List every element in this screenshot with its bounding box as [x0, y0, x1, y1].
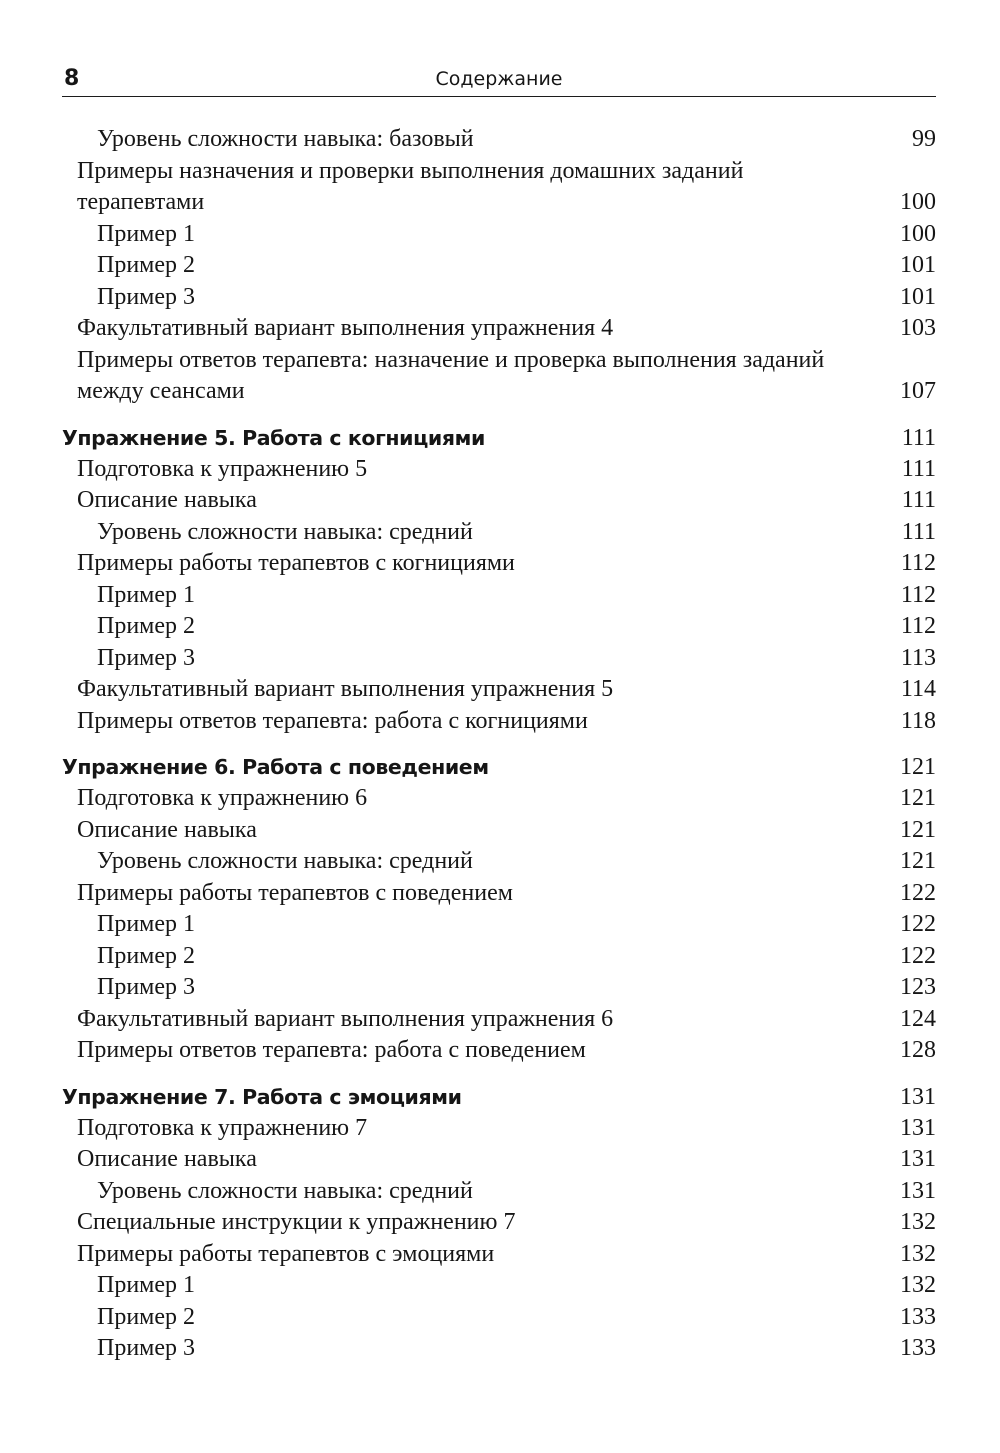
toc-entry: [62, 219, 936, 251]
toc-entry: [62, 941, 936, 973]
toc-entry: [62, 909, 936, 941]
toc-entry-page: 131: [900, 1146, 936, 1172]
toc-entry-title: Уровень сложности навыка: средний: [97, 848, 473, 874]
running-head: Содержание: [435, 68, 563, 90]
toc-entry-page: 124: [900, 1005, 936, 1032]
toc-entry: [62, 1176, 936, 1208]
toc-entry-page: 118: [900, 707, 936, 734]
page-header: [62, 62, 936, 97]
toc-entry-title: Примеры ответов терапевта: работа с когнициями: [77, 707, 588, 734]
toc-entry: [62, 643, 936, 675]
toc-entry-title: Примеры работы терапевтов с эмоциями: [77, 1240, 495, 1267]
toc-entry-title: Пример 1: [97, 911, 196, 937]
toc-entry-title: Описание навыка: [77, 487, 257, 513]
toc-entry-page: 122: [900, 942, 936, 969]
page-number: 8: [64, 66, 80, 91]
toc-entry-page: 107: [900, 378, 936, 404]
toc-entry: [62, 250, 936, 282]
toc-entry: [62, 1004, 936, 1036]
toc-entry-page: 100: [900, 220, 936, 247]
toc-entry: [62, 454, 936, 486]
toc-entry: [62, 611, 936, 643]
toc-entry-title: Примеры ответов терапевта: назначение и проверка выполнения заданий между сеансами: [77, 346, 825, 404]
toc-entry: [62, 282, 936, 314]
toc-entry-title: Пример 1: [97, 581, 196, 608]
toc-entry-page: 100: [900, 189, 936, 215]
toc-entry-title: Пример 3: [97, 644, 196, 671]
toc-entry-title: Пример 2: [97, 1303, 196, 1330]
toc-entry-page: 111: [901, 424, 936, 451]
toc-entry: [62, 156, 936, 219]
toc-entry: [62, 878, 936, 910]
toc-entry-title: Упражнение 7. Работа с эмоциями: [62, 1084, 462, 1109]
toc-entry: [62, 1113, 936, 1145]
toc-entry: [62, 674, 936, 706]
toc-entry: [62, 517, 936, 549]
toc-entry-title: Факультативный вариант выполнения упражнения 4: [77, 315, 614, 341]
toc-entry-page: 99: [912, 126, 936, 152]
toc-chapter: [62, 751, 936, 783]
toc-entry-page: 103: [900, 315, 936, 341]
toc-entry-title: Пример 2: [97, 252, 196, 278]
toc-entry-page: 111: [901, 455, 936, 482]
toc-entry-title: Упражнение 6. Работа с поведением: [62, 755, 489, 779]
toc-entry-title: Пример 2: [97, 613, 196, 639]
toc-entry-title: Уровень сложности навыка: средний: [97, 518, 473, 545]
toc-entry-page: 122: [900, 911, 936, 937]
toc-entry-title: Уровень сложности навыка: средний: [97, 1177, 473, 1204]
toc-entry-page: 132: [900, 1272, 936, 1298]
toc-entry-title: Пример 3: [97, 1335, 196, 1361]
toc-entry: [62, 485, 936, 517]
toc-entry-page: 121: [900, 816, 936, 843]
toc-entry-title: Факультативный вариант выполнения упражнения 6: [77, 1005, 614, 1032]
toc-entry-page: 121: [900, 754, 936, 780]
toc-entry: [62, 1270, 936, 1302]
toc-entry-page: 112: [900, 550, 936, 576]
toc-entry-title: Примеры ответов терапевта: работа с поведением: [77, 1037, 586, 1063]
toc-entry-title: Уровень сложности навыка: базовый: [97, 126, 474, 152]
toc-entry: [62, 1035, 936, 1067]
toc-entry-page: 122: [900, 879, 936, 906]
toc-entry-page: 101: [900, 252, 936, 278]
toc-entry-title: Подготовка к упражнению 5: [77, 455, 368, 482]
toc-entry: [62, 783, 936, 815]
toc-entry-title: Описание навыка: [77, 816, 257, 843]
toc-entry-title: Факультативный вариант выполнения упражнения 5: [77, 676, 614, 702]
toc-entry-page: 131: [900, 1177, 936, 1204]
toc-entry-page: 133: [900, 1335, 936, 1361]
toc-entry-title: Описание навыка: [77, 1146, 257, 1172]
toc-entry-page: 132: [900, 1240, 936, 1267]
toc-entry: [62, 124, 936, 156]
toc-entry-page: 131: [900, 1083, 936, 1110]
toc-entry-title: Пример 2: [97, 942, 196, 969]
toc-entry-title: Пример 3: [97, 974, 196, 1000]
toc-entry-page: 101: [900, 283, 936, 310]
toc-chapter: [62, 1081, 936, 1113]
toc-entry: [62, 1333, 936, 1365]
table-of-contents: [62, 124, 936, 1365]
toc-entry: [62, 1207, 936, 1239]
toc-entry-title: Пример 1: [97, 220, 196, 247]
toc-entry: [62, 548, 936, 580]
toc-entry-title: Примеры работы терапевтов с когнициями: [77, 550, 515, 576]
toc-entry: [62, 706, 936, 738]
toc-entry-page: 114: [900, 676, 936, 702]
toc-entry: [62, 1144, 936, 1176]
toc-entry-page: 121: [900, 848, 936, 874]
toc-chapter: [62, 422, 936, 454]
toc-entry-title: Подготовка к упражнению 6: [77, 785, 368, 811]
toc-entry-page: 132: [900, 1209, 936, 1235]
toc-entry-page: 113: [900, 644, 936, 671]
toc-entry-page: 111: [901, 487, 936, 513]
toc-entry-page: 121: [900, 785, 936, 811]
toc-entry-title: Примеры назначения и проверки выполнения домашних заданий терапевтами: [77, 157, 744, 215]
toc-entry: [62, 972, 936, 1004]
toc-entry-title: Подготовка к упражнению 7: [77, 1114, 368, 1141]
toc-entry-title: Специальные инструкции к упражнению 7: [77, 1209, 516, 1235]
toc-entry-page: 123: [900, 974, 936, 1000]
toc-entry: [62, 313, 936, 345]
toc-entry-title: Пример 1: [97, 1272, 196, 1298]
toc-entry: [62, 345, 936, 408]
toc-entry: [62, 580, 936, 612]
toc-entry-page: 112: [900, 613, 936, 639]
toc-entry-page: 133: [900, 1303, 936, 1330]
toc-entry-page: 112: [900, 581, 936, 608]
toc-entry-title: Пример 3: [97, 283, 196, 310]
toc-entry: [62, 1302, 936, 1334]
toc-entry: [62, 1239, 936, 1271]
toc-entry: [62, 815, 936, 847]
toc-entry-page: 131: [900, 1114, 936, 1141]
toc-entry: [62, 846, 936, 878]
toc-entry-page: 111: [901, 518, 936, 545]
toc-entry-page: 128: [900, 1037, 936, 1063]
toc-entry-title: Упражнение 5. Работа с когнициями: [62, 425, 485, 450]
toc-entry-title: Примеры работы терапевтов с поведением: [77, 879, 513, 906]
